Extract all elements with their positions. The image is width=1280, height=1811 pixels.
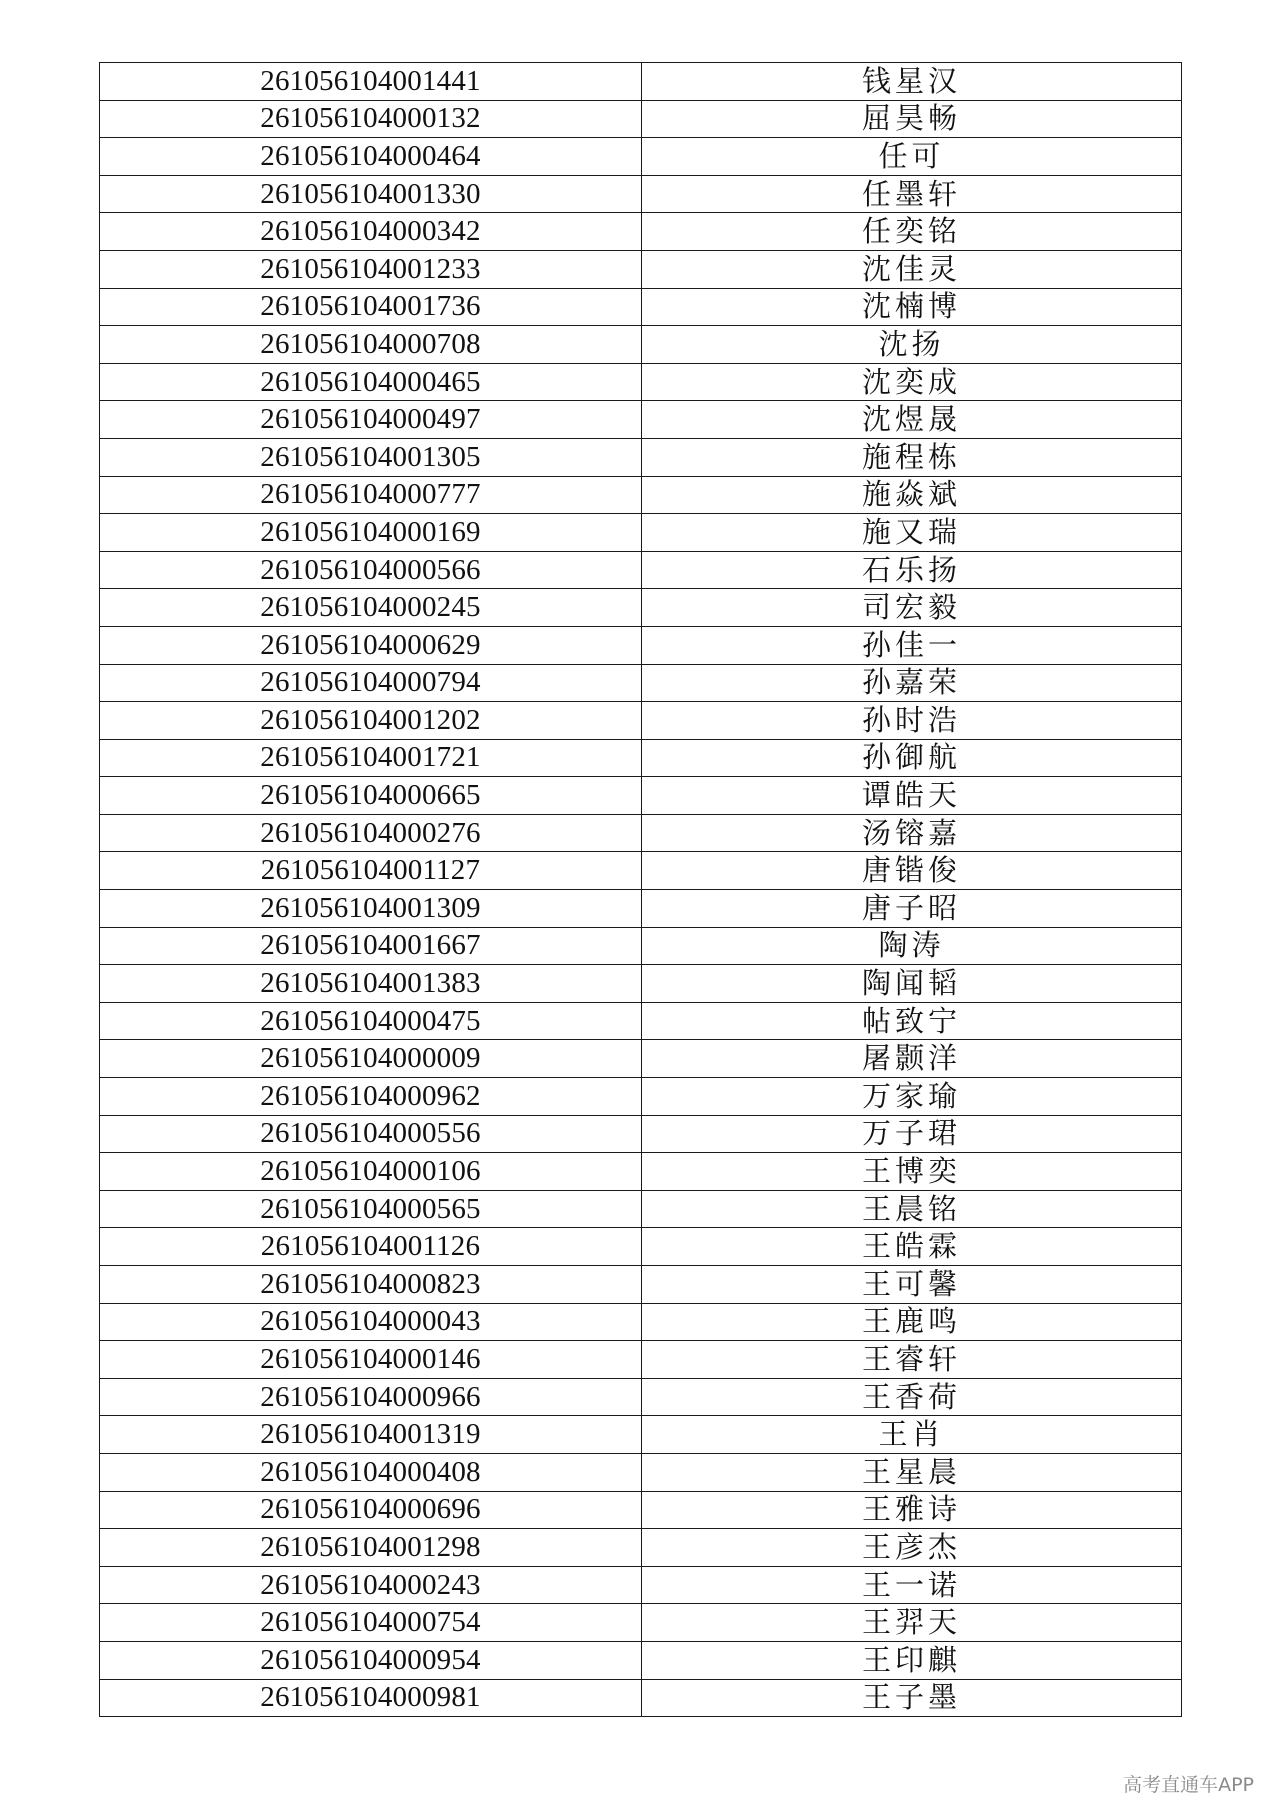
table-row: [100, 664, 1182, 702]
candidate-id-cell: 261056104000981: [100, 1679, 642, 1717]
table-row: [100, 1078, 1182, 1116]
table-row: [100, 438, 1182, 476]
candidate-id-cell: 261056104001127: [100, 852, 642, 890]
candidate-id-cell: 261056104000464: [100, 138, 642, 176]
table-row: [100, 1378, 1182, 1416]
table-row: [100, 1641, 1182, 1679]
candidate-name-cell: 孙嘉荣: [642, 664, 1182, 702]
candidate-name-cell: 沈煜晟: [642, 401, 1182, 439]
candidate-name-cell: 王彦杰: [642, 1529, 1182, 1567]
table-row: [100, 739, 1182, 777]
candidate-id-cell: 261056104000565: [100, 1190, 642, 1228]
candidate-id-cell: 261056104001309: [100, 890, 642, 928]
table-row: [100, 965, 1182, 1003]
candidate-name-cell: 屠颢洋: [642, 1040, 1182, 1078]
table-row: [100, 1491, 1182, 1529]
candidate-id-cell: 261056104000342: [100, 213, 642, 251]
candidate-id-cell: 261056104000665: [100, 777, 642, 815]
candidate-name-cell: 谭皓天: [642, 777, 1182, 815]
candidate-name-cell: 万家瑜: [642, 1078, 1182, 1116]
table-row: [100, 250, 1182, 288]
candidate-name-cell: 孙佳一: [642, 626, 1182, 664]
candidate-id-cell: 261056104000169: [100, 514, 642, 552]
table-row: [100, 63, 1182, 101]
candidate-name-cell: 王睿轩: [642, 1341, 1182, 1379]
candidate-name-cell: 施又瑞: [642, 514, 1182, 552]
table-row: [100, 1341, 1182, 1379]
table-row: [100, 401, 1182, 439]
candidate-id-cell: 261056104000556: [100, 1115, 642, 1153]
watermark-text: 高考直通车APP: [1123, 1774, 1254, 1796]
candidate-name-cell: 唐子昭: [642, 890, 1182, 928]
candidate-id-cell: 261056104000777: [100, 476, 642, 514]
table-row: [100, 138, 1182, 176]
candidate-name-cell: 孙御航: [642, 739, 1182, 777]
candidate-name-cell: 陶闻韬: [642, 965, 1182, 1003]
table-row: [100, 1266, 1182, 1304]
candidate-name-cell: 王肖: [642, 1416, 1182, 1454]
candidate-id-cell: 261056104000132: [100, 100, 642, 138]
table-row: [100, 1303, 1182, 1341]
candidate-name-cell: 任可: [642, 138, 1182, 176]
candidate-id-cell: 261056104000276: [100, 814, 642, 852]
candidate-id-cell: 261056104000497: [100, 401, 642, 439]
table-row: [100, 175, 1182, 213]
table-row: [100, 288, 1182, 326]
candidate-id-cell: 261056104000966: [100, 1378, 642, 1416]
table-row: [100, 213, 1182, 251]
table-row: [100, 626, 1182, 664]
table-row: [100, 589, 1182, 627]
candidate-name-cell: 王子墨: [642, 1679, 1182, 1717]
candidate-id-cell: 261056104000475: [100, 1002, 642, 1040]
table-row: [100, 1153, 1182, 1191]
table-row: [100, 927, 1182, 965]
candidate-name-cell: 王雅诗: [642, 1491, 1182, 1529]
candidate-id-cell: 261056104000708: [100, 326, 642, 364]
table-row: [100, 777, 1182, 815]
candidate-id-cell: 261056104000629: [100, 626, 642, 664]
candidate-name-cell: 沈扬: [642, 326, 1182, 364]
candidate-name-cell: 王博奕: [642, 1153, 1182, 1191]
candidate-name-cell: 万子珺: [642, 1115, 1182, 1153]
table-row: [100, 1604, 1182, 1642]
candidate-id-cell: 261056104000106: [100, 1153, 642, 1191]
table-row: [100, 514, 1182, 552]
candidate-name-cell: 任奕铭: [642, 213, 1182, 251]
candidate-name-cell: 汤镕嘉: [642, 814, 1182, 852]
candidate-id-cell: 261056104001233: [100, 250, 642, 288]
table-row: [100, 1416, 1182, 1454]
candidate-name-cell: 王一诺: [642, 1566, 1182, 1604]
candidate-name-cell: 陶涛: [642, 927, 1182, 965]
table-row: [100, 852, 1182, 890]
candidate-table-body: [100, 63, 1182, 1717]
candidate-name-cell: 沈奕成: [642, 363, 1182, 401]
candidate-id-cell: 261056104001202: [100, 702, 642, 740]
table-row: [100, 702, 1182, 740]
candidate-id-cell: 261056104000794: [100, 664, 642, 702]
candidate-id-cell: 261056104000962: [100, 1078, 642, 1116]
table-row: [100, 476, 1182, 514]
candidate-name-cell: 屈昊畅: [642, 100, 1182, 138]
candidate-id-cell: 261056104001319: [100, 1416, 642, 1454]
candidate-id-cell: 261056104001330: [100, 175, 642, 213]
candidate-id-cell: 261056104000566: [100, 551, 642, 589]
candidate-name-cell: 施程栋: [642, 438, 1182, 476]
table-row: [100, 100, 1182, 138]
table-row: [100, 890, 1182, 928]
table-row: [100, 1566, 1182, 1604]
candidate-name-cell: 唐锴俊: [642, 852, 1182, 890]
candidate-id-cell: 261056104000408: [100, 1453, 642, 1491]
table-row: [100, 1115, 1182, 1153]
table-row: [100, 363, 1182, 401]
candidate-name-cell: 王香荷: [642, 1378, 1182, 1416]
candidate-name-cell: 孙时浩: [642, 702, 1182, 740]
candidate-name-cell: 沈佳灵: [642, 250, 1182, 288]
candidate-name-cell: 石乐扬: [642, 551, 1182, 589]
candidate-id-cell: 261056104000146: [100, 1341, 642, 1379]
candidate-name-cell: 钱星汉: [642, 63, 1182, 101]
candidate-id-cell: 261056104000754: [100, 1604, 642, 1642]
candidate-id-cell: 261056104000696: [100, 1491, 642, 1529]
table-row: [100, 1679, 1182, 1717]
candidate-id-cell: 261056104001305: [100, 438, 642, 476]
candidate-name-cell: 王鹿鸣: [642, 1303, 1182, 1341]
candidate-name-cell: 施焱斌: [642, 476, 1182, 514]
candidate-name-cell: 王羿天: [642, 1604, 1182, 1642]
candidate-name-cell: 帖致宁: [642, 1002, 1182, 1040]
table-row: [100, 551, 1182, 589]
table-row: [100, 1453, 1182, 1491]
candidate-id-cell: 261056104000245: [100, 589, 642, 627]
candidate-name-cell: 沈楠博: [642, 288, 1182, 326]
candidate-table: [99, 62, 1182, 1717]
candidate-name-cell: 王晨铭: [642, 1190, 1182, 1228]
table-row: [100, 1040, 1182, 1078]
table-row: [100, 1002, 1182, 1040]
candidate-id-cell: 261056104000823: [100, 1266, 642, 1304]
candidate-id-cell: 261056104000465: [100, 363, 642, 401]
candidate-id-cell: 261056104000043: [100, 1303, 642, 1341]
candidate-name-cell: 王可馨: [642, 1266, 1182, 1304]
candidate-name-cell: 任墨轩: [642, 175, 1182, 213]
candidate-id-cell: 261056104001383: [100, 965, 642, 1003]
candidate-id-cell: 261056104001667: [100, 927, 642, 965]
candidate-id-cell: 261056104000009: [100, 1040, 642, 1078]
table-row: [100, 326, 1182, 364]
candidate-id-cell: 261056104000954: [100, 1641, 642, 1679]
table-row: [100, 814, 1182, 852]
table-row: [100, 1190, 1182, 1228]
table-row: [100, 1529, 1182, 1567]
candidate-name-cell: 司宏毅: [642, 589, 1182, 627]
candidate-id-cell: 261056104001441: [100, 63, 642, 101]
table-row: [100, 1228, 1182, 1266]
candidate-name-cell: 王星晨: [642, 1453, 1182, 1491]
candidate-name-cell: 王皓霖: [642, 1228, 1182, 1266]
candidate-id-cell: 261056104001126: [100, 1228, 642, 1266]
candidate-id-cell: 261056104001736: [100, 288, 642, 326]
candidate-name-cell: 王印麒: [642, 1641, 1182, 1679]
candidate-id-cell: 261056104001298: [100, 1529, 642, 1567]
candidate-id-cell: 261056104001721: [100, 739, 642, 777]
candidate-id-cell: 261056104000243: [100, 1566, 642, 1604]
